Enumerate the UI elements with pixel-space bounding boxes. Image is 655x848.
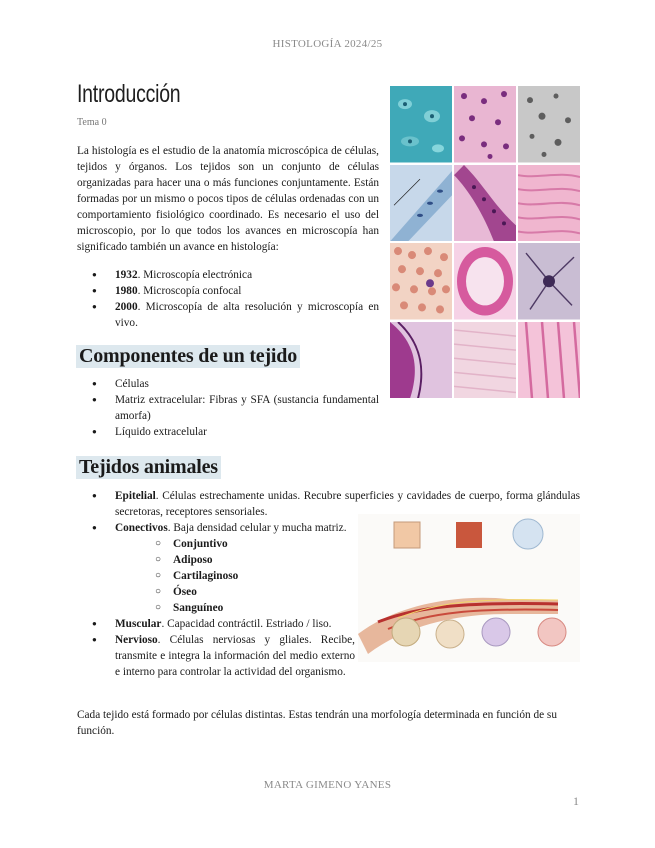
subtype-item: ○ Conjuntivo	[115, 536, 355, 552]
micrograph-artery	[454, 243, 516, 320]
intro-paragraph: La histología es el estudio de la anatomía microscópica de células, tejidos y órganos. Los tejidos son un conjunto de células organizadas para hacer una o más funciones conjuntamente. Están formadas por un mismo o pocos tipos de células ordenadas con un comportamiento fisiológico coordinado. Es necesario el uso del microscopio, por lo que todos los avances en microscopía han significado también un avance en histología:	[77, 145, 379, 253]
tissue-nervous: ● Nervioso. Células nerviosas y gliales. Recibe, transmite e integra la información del medio externo e interno para controlar la actividad del organismo.	[77, 632, 580, 680]
subtype-item: ○ Óseo	[115, 584, 355, 600]
histology-micrograph-grid	[390, 86, 580, 398]
closing-paragraph: Cada tejido está formado por células distintas. Estas tendrán una morfología determinada en función de su función.	[77, 709, 557, 737]
tissue-types-figure	[358, 514, 580, 662]
page-number: 1	[573, 794, 579, 808]
milestone-item: ● 1932. Microscopía electrónica	[77, 267, 379, 283]
tissue-epithelial: ● Epitelial. Células estrechamente unidas. Recubre superficies y cavidades de cuerpo, forma glándulas secretoras, receptores sensoriales.	[77, 488, 580, 520]
micrograph-blood	[390, 243, 452, 320]
micrograph-connective	[454, 86, 516, 163]
subtype-item: ○ Sanguíneo	[115, 600, 355, 616]
component-item: ● Matriz extracelular: Fibras y SFA (sustancia fundamental amorfa)	[77, 392, 379, 424]
micrograph-muscle-pale	[454, 322, 516, 399]
micrograph-brain	[518, 86, 580, 163]
micrograph-smooth-muscle	[518, 165, 580, 242]
page-footer-author: MARTA GIMENO YANES	[263, 779, 392, 791]
tissue-connective: ● Conectivos. Baja densidad celular y mucha matriz. ○ Conjuntivo ○ Adiposo ○ Cartilaginoso ○ Óseo ○ Sanguíneo	[77, 520, 355, 616]
milestone-item: ● 2000. Microscopía de alta resolución y microscopía en vivo.	[77, 299, 379, 331]
micrograph-cartilage	[390, 86, 452, 163]
micrograph-epithelium-blue	[390, 165, 452, 242]
milestone-item: ● 1980. Microscopía confocal	[77, 283, 379, 299]
animal-tissues-heading: Tejidos animales	[76, 456, 221, 479]
connective-subtypes	[115, 536, 355, 616]
components-heading: Componentes de un tejido	[76, 345, 300, 368]
micrograph-striated-muscle	[518, 322, 580, 399]
milestone-list	[77, 267, 379, 331]
micrograph-neuron	[518, 243, 580, 320]
tissue-muscular: ● Muscular. Capacidad contráctil. Estriado / liso.	[77, 616, 355, 632]
micrograph-columnar	[454, 165, 516, 242]
component-item: ● Líquido extracelular	[77, 424, 379, 440]
subtype-item: ○ Adiposo	[115, 552, 355, 568]
page-subtitle: Tema 0	[77, 117, 107, 128]
component-item: ● Células	[77, 376, 379, 392]
page-header: HISTOLOGÍA 2024/25	[272, 38, 383, 50]
page-title: Introducción	[77, 80, 181, 108]
subtype-item: ○ Cartilaginoso	[115, 568, 355, 584]
components-list	[77, 376, 379, 440]
micrograph-ciliated	[390, 322, 452, 399]
